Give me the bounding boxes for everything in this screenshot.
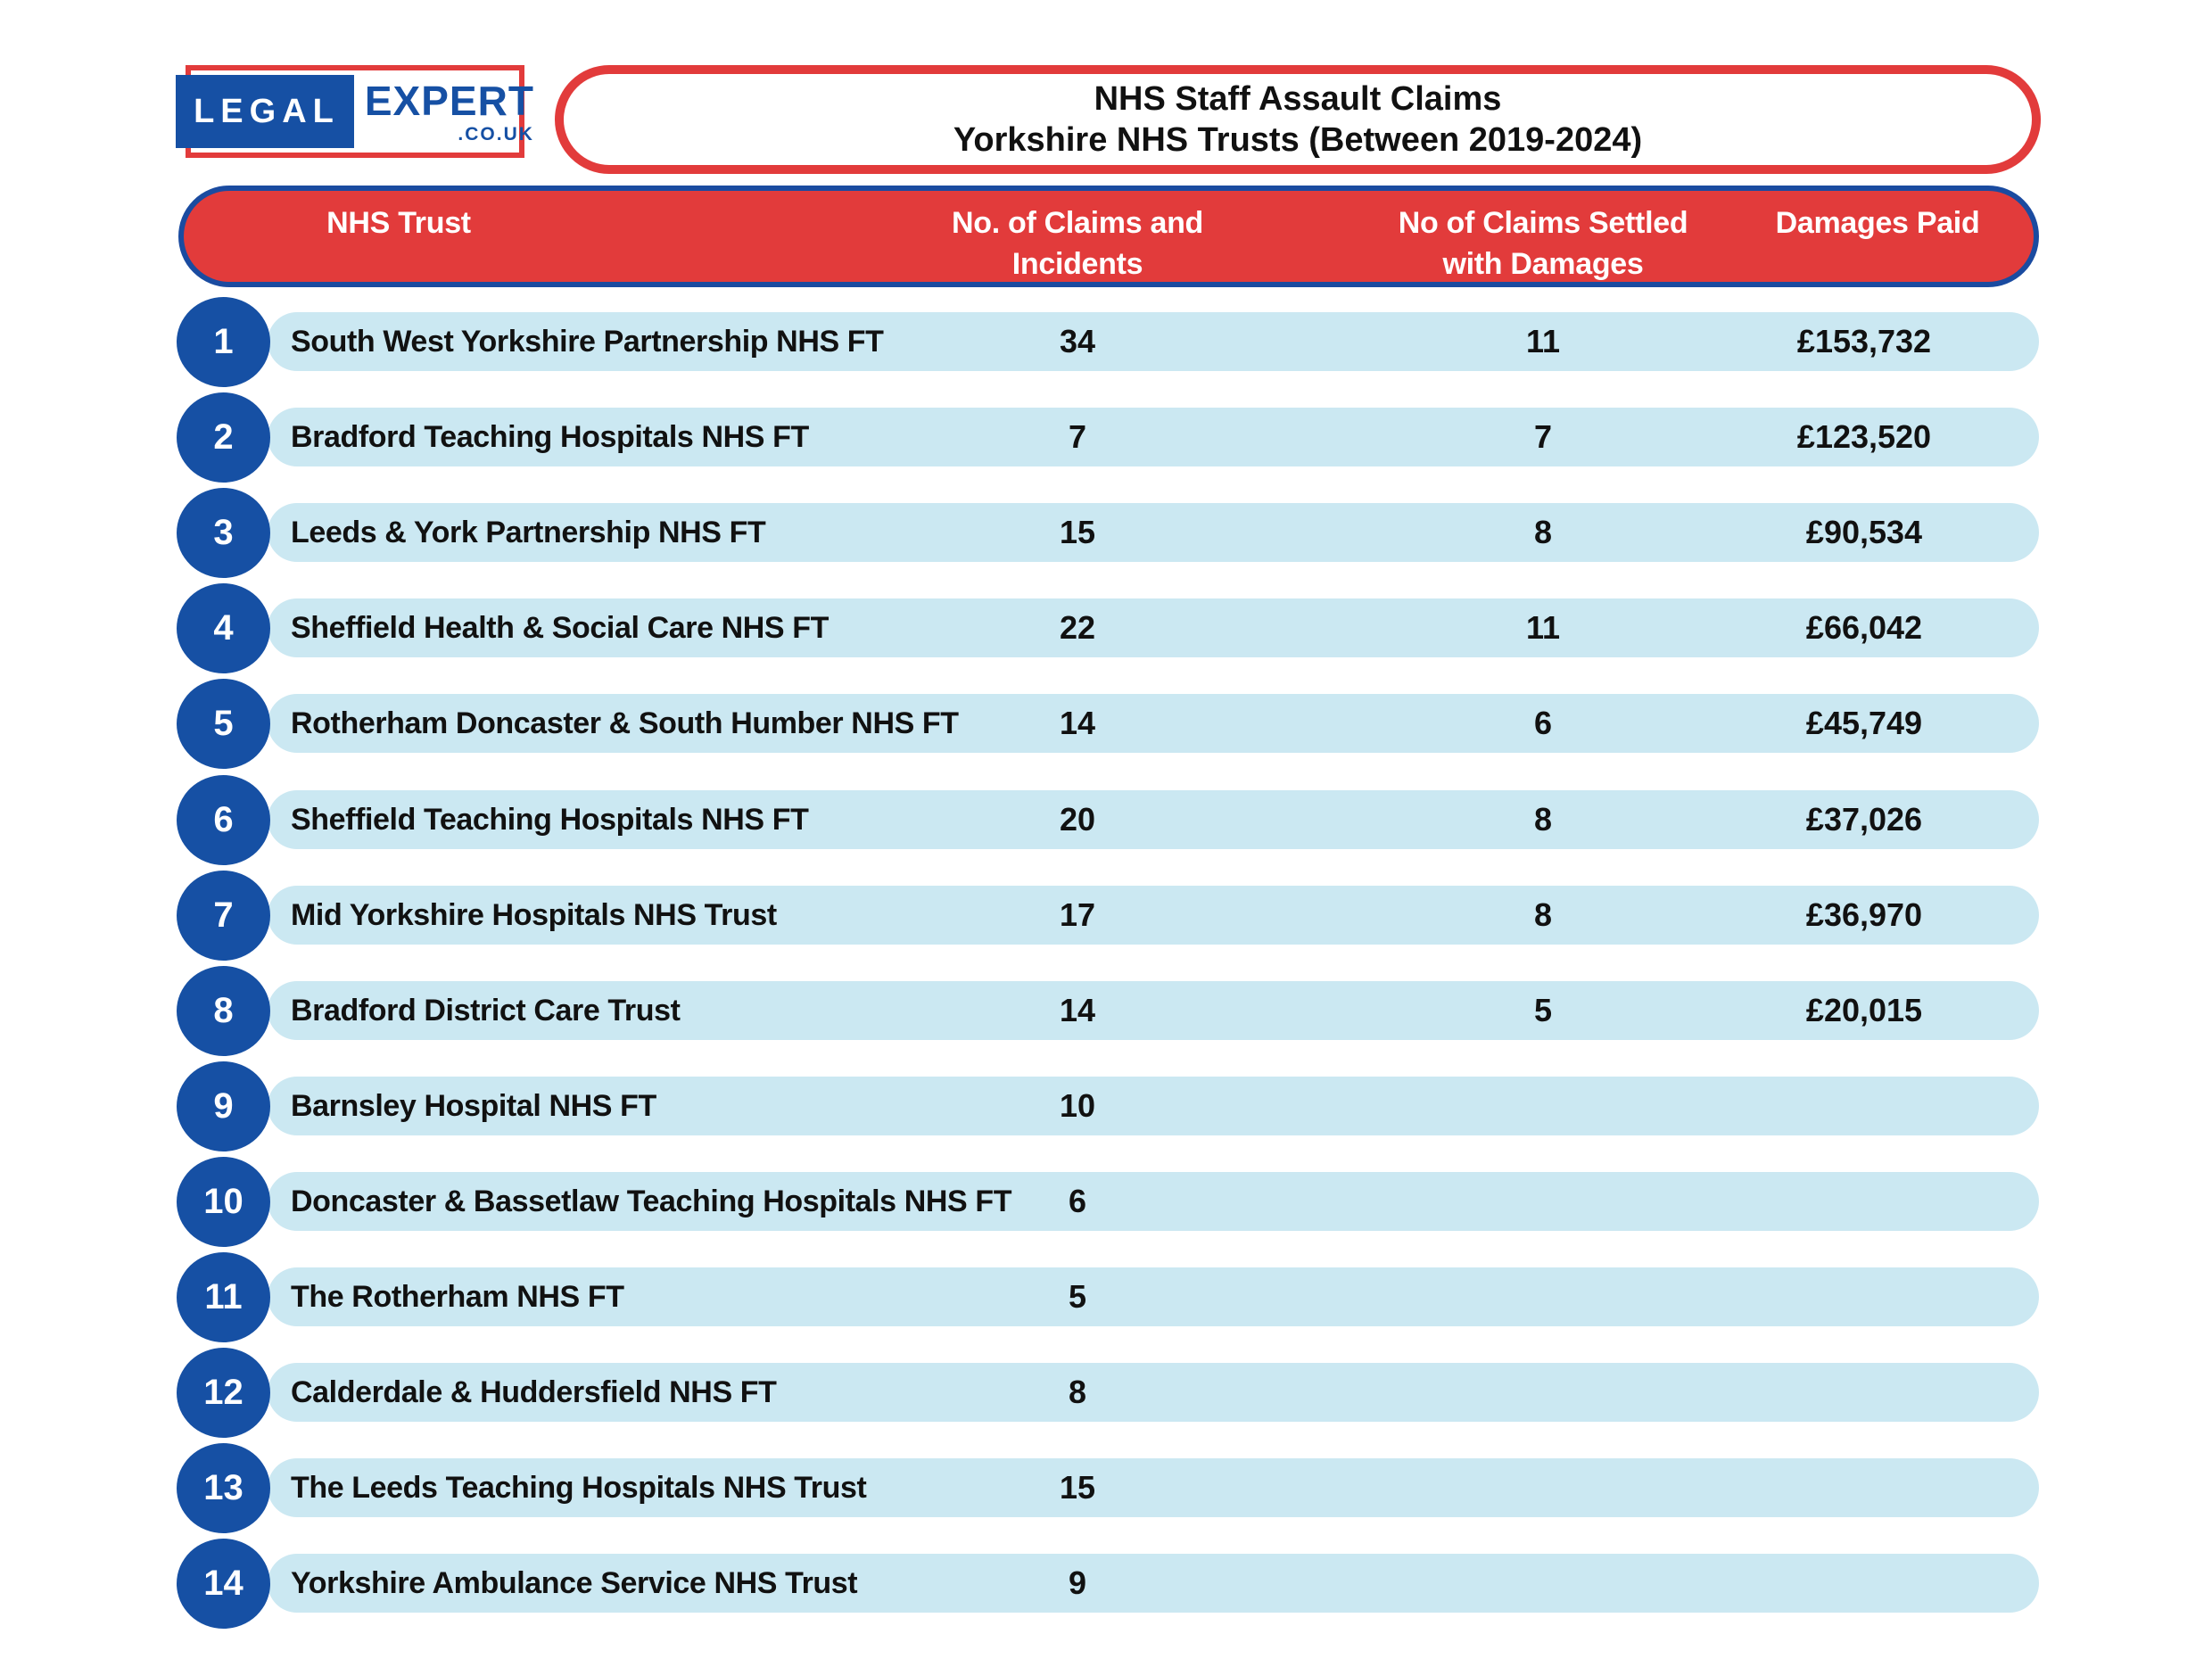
- header-damages-paid: Damages Paid: [1775, 206, 1980, 240]
- damages-value: £45,749: [1805, 705, 1923, 741]
- settled-value: 11: [1525, 609, 1561, 646]
- damages-value: £123,520: [1796, 418, 1932, 455]
- claims-value: 14: [1059, 705, 1096, 741]
- claims-value: 10: [1059, 1087, 1096, 1124]
- rank-badge: 6: [177, 775, 270, 865]
- table-header: [178, 186, 2039, 287]
- claims-value: 17: [1059, 896, 1096, 933]
- logo-expert-text: EXPERT: [364, 77, 534, 124]
- legal-expert-logo: [186, 65, 534, 158]
- settled-value: [1454, 1172, 1632, 1231]
- settled-value: [1454, 1363, 1632, 1422]
- claims-value: 15: [1059, 514, 1096, 550]
- settled-value: [1454, 1267, 1632, 1326]
- header-settled: No of Claims Settled with Damages: [1398, 206, 1688, 281]
- title-box: [555, 65, 2041, 174]
- table-row: [0, 679, 2212, 774]
- table-row: [0, 1539, 2212, 1634]
- trust-name: Bradford Teaching Hospitals NHS FT: [291, 420, 809, 454]
- table-row: [0, 1348, 2212, 1443]
- trust-name: The Rotherham NHS FT: [291, 1280, 624, 1314]
- settled-value: [1454, 1458, 1632, 1517]
- table-row: [0, 392, 2212, 488]
- damages-value: £36,970: [1805, 896, 1923, 933]
- trust-name: Yorkshire Ambulance Service NHS Trust: [291, 1566, 858, 1600]
- table-row: [0, 488, 2212, 583]
- header-claims: No. of Claims and Incidents: [951, 206, 1204, 281]
- claims-value: 14: [1059, 992, 1096, 1028]
- damages-value: £153,732: [1796, 323, 1932, 359]
- table-row: [0, 871, 2212, 966]
- trust-name: Calderdale & Huddersfield NHS FT: [291, 1375, 777, 1409]
- trust-name: Sheffield Teaching Hospitals NHS FT: [291, 803, 809, 837]
- trust-name: Rotherham Doncaster & South Humber NHS FT: [291, 706, 959, 740]
- rank-badge: 10: [177, 1157, 270, 1247]
- logo-right-block: [364, 77, 534, 144]
- settled-value: 8: [1533, 896, 1553, 933]
- trust-name: Doncaster & Bassetlaw Teaching Hospitals NHS FT: [291, 1184, 1012, 1218]
- header-nhs-trust: NHS Trust: [326, 206, 471, 240]
- claims-value: 34: [1059, 323, 1096, 359]
- claims-value: 9: [1068, 1564, 1087, 1601]
- rank-badge: 14: [177, 1539, 270, 1629]
- rank-badge: 3: [177, 488, 270, 578]
- table-row: [0, 1252, 2212, 1348]
- table-row: [0, 1157, 2212, 1252]
- table-row: [0, 297, 2212, 392]
- claims-value: 7: [1068, 418, 1087, 455]
- trust-name: South West Yorkshire Partnership NHS FT: [291, 325, 884, 359]
- table-row: [0, 775, 2212, 871]
- damages-value: £37,026: [1805, 801, 1923, 838]
- rank-badge: 7: [177, 871, 270, 961]
- rank-badge: 4: [177, 583, 270, 673]
- damages-value: £66,042: [1805, 609, 1923, 646]
- damages-value: [1730, 1077, 1998, 1135]
- damages-value: [1730, 1172, 1998, 1231]
- settled-value: 5: [1533, 992, 1553, 1028]
- rank-badge: 8: [177, 966, 270, 1056]
- damages-value: [1730, 1267, 1998, 1326]
- claims-value: 20: [1059, 801, 1096, 838]
- trust-name: Sheffield Health & Social Care NHS FT: [291, 611, 829, 645]
- rank-badge: 12: [177, 1348, 270, 1438]
- settled-value: 6: [1533, 705, 1553, 741]
- rank-badge: 11: [177, 1252, 270, 1342]
- settled-value: 11: [1525, 323, 1561, 359]
- claims-value: 15: [1059, 1469, 1096, 1506]
- damages-value: [1730, 1363, 1998, 1422]
- settled-value: 8: [1533, 801, 1553, 838]
- rank-badge: 1: [177, 297, 270, 387]
- claims-value: 8: [1068, 1374, 1087, 1410]
- damages-value: [1730, 1458, 1998, 1517]
- logo-legal-text: LEGAL: [176, 75, 354, 148]
- title-line-1: NHS Staff Assault Claims: [1094, 80, 1502, 118]
- trust-name: Barnsley Hospital NHS FT: [291, 1089, 656, 1123]
- claims-value: 5: [1068, 1278, 1087, 1315]
- damages-value: £20,015: [1805, 992, 1923, 1028]
- trust-name: The Leeds Teaching Hospitals NHS Trust: [291, 1471, 867, 1505]
- rank-badge: 13: [177, 1443, 270, 1533]
- settled-value: 7: [1533, 418, 1553, 455]
- table-row: [0, 583, 2212, 679]
- damages-value: £90,534: [1805, 514, 1923, 550]
- trust-name: Leeds & York Partnership NHS FT: [291, 516, 766, 549]
- table-row: [0, 1061, 2212, 1157]
- trust-name: Bradford District Care Trust: [291, 994, 681, 1028]
- table-row: [0, 1443, 2212, 1539]
- claims-value: 22: [1059, 609, 1096, 646]
- claims-value: 6: [1068, 1183, 1087, 1219]
- rank-badge: 9: [177, 1061, 270, 1151]
- settled-value: [1454, 1554, 1632, 1613]
- logo-couk-text: .CO.UK: [458, 123, 534, 144]
- rank-badge: 2: [177, 392, 270, 483]
- table-row: [0, 966, 2212, 1061]
- damages-value: [1730, 1554, 1998, 1613]
- title-line-2: Yorkshire NHS Trusts (Between 2019-2024): [953, 121, 1643, 159]
- trust-name: Mid Yorkshire Hospitals NHS Trust: [291, 898, 777, 932]
- settled-value: 8: [1533, 514, 1553, 550]
- settled-value: [1454, 1077, 1632, 1135]
- rank-badge: 5: [177, 679, 270, 769]
